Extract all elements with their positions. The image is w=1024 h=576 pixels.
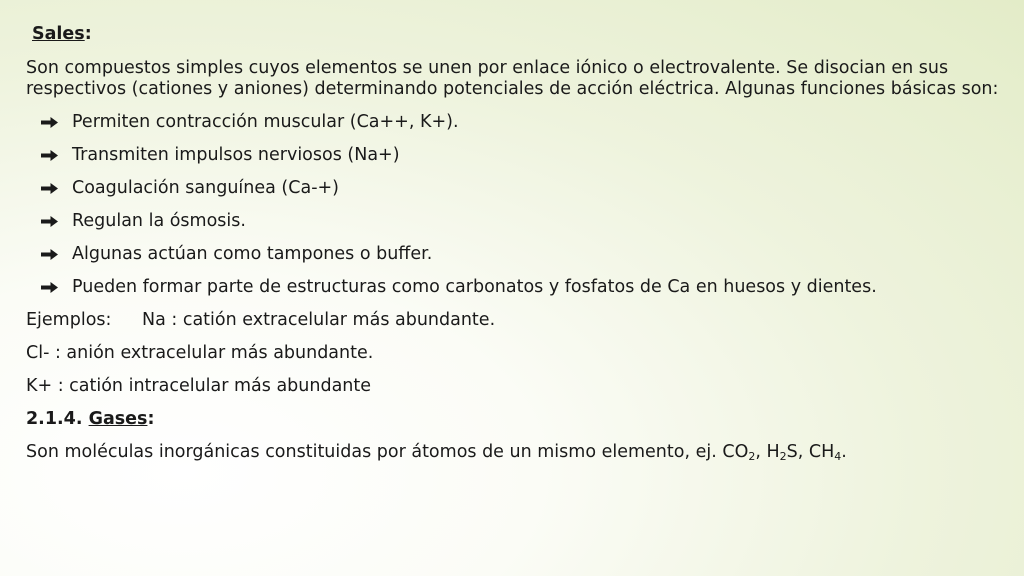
gases-sep-2: S, CH [786,442,835,462]
example-potassium: K+ : catión intracelular más abundante [26,376,372,396]
arrow-right-icon [41,183,58,194]
arrow-right-icon [41,216,58,227]
bullet-text: Transmiten impulsos nerviosos (Na+) [72,145,400,165]
list-item [26,145,1006,166]
gases-text: Son moléculas inorgánicas constituidas por átomos de un mismo elemento, ej. CO [26,442,749,462]
sales-functions-list [26,112,1006,298]
gases-title: Gases [88,409,148,429]
list-item [26,244,1006,265]
bullet-text: Coagulación sanguínea (Ca-+) [72,178,339,198]
slide-content [26,24,1006,463]
sales-heading [32,24,1006,45]
gases-number: 2.1.4. [26,409,83,429]
gases-title-colon: : [147,409,155,429]
arrow-right-icon [41,282,58,293]
bullet-text: Permiten contracción muscular (Ca++, K+). [72,112,459,132]
examples-line [26,310,1006,331]
arrow-right-icon [41,117,58,128]
gases-end: . [841,442,847,462]
gases-description [26,442,1006,463]
arrow-right-icon [41,249,58,260]
list-item [26,211,1006,232]
list-item [26,277,1006,298]
sales-title-colon: : [84,24,92,44]
list-item [26,112,1006,133]
h2s-subscript: 2 [779,450,787,463]
example-sodium: Na : catión extracelular más abundante. [142,310,496,330]
gases-heading [26,409,1006,430]
arrow-right-icon [41,150,58,161]
ch4-subscript: 4 [834,450,842,463]
bullet-text: Pueden formar parte de estructuras como carbonatos y fosfatos de Ca en huesos y dientes. [72,277,877,297]
sales-title: Sales [32,24,85,44]
examples-label: Ejemplos: [26,310,112,330]
bullet-text: Regulan la ósmosis. [72,211,246,231]
bullet-text: Algunas actúan como tampones o buffer. [72,244,433,264]
example-chloride: Cl- : anión extracelular más abundante. [26,343,374,363]
sales-intro: Son compuestos simples cuyos elementos se unen por enlace iónico o electrovalente. Se disocian en sus respectivos (cationes y aniones) determinando potenciales de acción eléctrica. Algunas funciones básicas son: [26,58,999,99]
co2-subscript: 2 [748,450,756,463]
list-item [26,178,1006,199]
gases-sep-1: , H [755,442,780,462]
